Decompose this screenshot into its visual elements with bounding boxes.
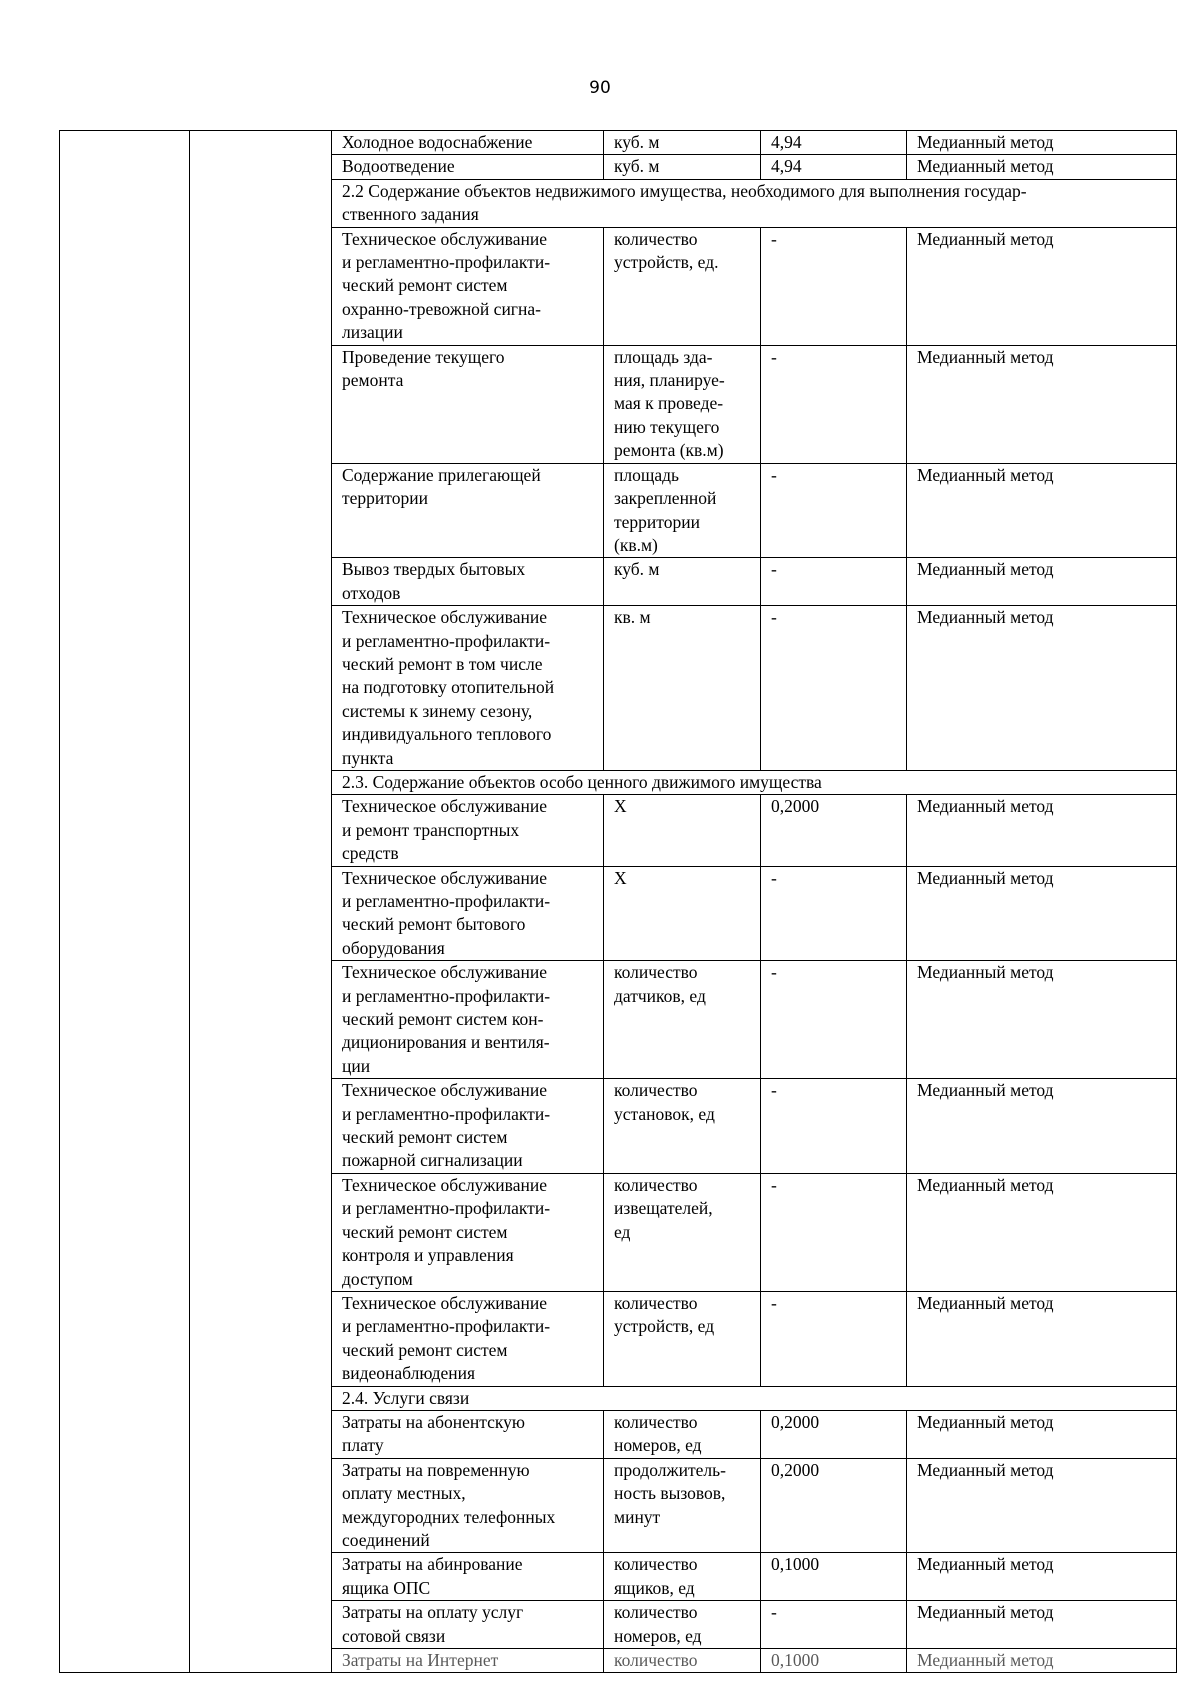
cost-table (59, 130, 1177, 1673)
cost-name-cell: Техническое обслуживание и регламентно-профилакти- ческий ремонт систем кон- диционирования и вентиля- ции (332, 961, 604, 1079)
method-cell: Медианный метод (907, 1649, 1177, 1673)
value-cell: - (761, 227, 907, 345)
value-cell: - (761, 961, 907, 1079)
unit-cell: площадь зда- ния, планируе- мая к проведе- нию текущего ремонта (кв.м) (604, 345, 761, 463)
method-cell: Медианный метод (907, 155, 1177, 179)
cost-name-cell: Водоотведение (332, 155, 604, 179)
unit-cell: продолжитель- ность вызовов, минут (604, 1458, 761, 1553)
unit-cell: количество установок, ед (604, 1079, 761, 1174)
method-cell: Медианный метод (907, 463, 1177, 558)
method-cell: Медианный метод (907, 866, 1177, 961)
method-cell: Медианный метод (907, 131, 1177, 155)
value-cell: - (761, 558, 907, 606)
unit-cell: Х (604, 866, 761, 961)
method-cell: Медианный метод (907, 1410, 1177, 1458)
value-cell: 4,94 (761, 131, 907, 155)
method-cell: Медианный метод (907, 1601, 1177, 1649)
method-cell: Медианный метод (907, 1173, 1177, 1291)
blank-column-1 (60, 131, 190, 1673)
method-cell: Медианный метод (907, 1291, 1177, 1386)
method-cell: Медианный метод (907, 345, 1177, 463)
cost-name-cell: Вывоз твердых бытовых отходов (332, 558, 604, 606)
cost-name-cell: Техническое обслуживание и регламентно-профилакти- ческий ремонт в том числе на подготовку отопительной системы к зинему сезону, индивидуального теплового пункта (332, 606, 604, 771)
method-cell: Медианный метод (907, 558, 1177, 606)
section-heading: 2.3. Содержание объектов особо ценного движимого имущества (332, 770, 1177, 794)
unit-cell: Х (604, 795, 761, 866)
value-cell: 0,1000 (761, 1649, 907, 1673)
method-cell: Медианный метод (907, 1079, 1177, 1174)
value-cell: - (761, 463, 907, 558)
value-cell: - (761, 345, 907, 463)
unit-cell: площадь закрепленной территории (кв.м) (604, 463, 761, 558)
method-cell: Медианный метод (907, 227, 1177, 345)
value-cell: 0,2000 (761, 1410, 907, 1458)
section-heading: 2.4. Услуги связи (332, 1386, 1177, 1410)
table-row (60, 131, 1177, 155)
blank-column-2 (190, 131, 332, 1673)
value-cell: 0,1000 (761, 1553, 907, 1601)
unit-cell: количество ящиков, ед (604, 1553, 761, 1601)
unit-cell: куб. м (604, 131, 761, 155)
unit-cell: количество устройств, ед (604, 1291, 761, 1386)
cost-name-cell: Техническое обслуживание и регламентно-профилакти- ческий ремонт систем видеонаблюдения (332, 1291, 604, 1386)
unit-cell: количество номеров, ед (604, 1601, 761, 1649)
method-cell: Медианный метод (907, 961, 1177, 1079)
value-cell: - (761, 606, 907, 771)
unit-cell: кв. м (604, 606, 761, 771)
cost-name-cell: Затраты на Интернет (332, 1649, 604, 1673)
method-cell: Медианный метод (907, 606, 1177, 771)
value-cell: - (761, 1079, 907, 1174)
method-cell: Медианный метод (907, 795, 1177, 866)
method-cell: Медианный метод (907, 1553, 1177, 1601)
unit-cell: количество номеров, ед (604, 1410, 761, 1458)
value-cell: - (761, 1601, 907, 1649)
cost-name-cell: Холодное водоснабжение (332, 131, 604, 155)
cost-name-cell: Затраты на оплату услуг сотовой связи (332, 1601, 604, 1649)
cost-name-cell: Техническое обслуживание и регламентно-профилакти- ческий ремонт систем пожарной сигнализации (332, 1079, 604, 1174)
cost-name-cell: Содержание прилегающей территории (332, 463, 604, 558)
unit-cell: куб. м (604, 558, 761, 606)
unit-cell: куб. м (604, 155, 761, 179)
value-cell: 0,2000 (761, 1458, 907, 1553)
unit-cell: количество (604, 1649, 761, 1673)
unit-cell: количество датчиков, ед (604, 961, 761, 1079)
cost-name-cell: Техническое обслуживание и регламентно-профилакти- ческий ремонт бытового оборудования (332, 866, 604, 961)
value-cell: 4,94 (761, 155, 907, 179)
cost-name-cell: Техническое обслуживание и регламентно-профилакти- ческий ремонт систем охранно-тревожной сигна- лизации (332, 227, 604, 345)
value-cell: - (761, 866, 907, 961)
cost-table-body (60, 131, 1177, 1673)
unit-cell: количество извещателей, ед (604, 1173, 761, 1291)
method-cell: Медианный метод (907, 1458, 1177, 1553)
value-cell: - (761, 1173, 907, 1291)
cost-name-cell: Затраты на абинрование ящика ОПС (332, 1553, 604, 1601)
cost-name-cell: Затраты на повременную оплату местных, междугородних телефонных соединений (332, 1458, 604, 1553)
cost-name-cell: Техническое обслуживание и регламентно-профилакти- ческий ремонт систем контроля и управления доступом (332, 1173, 604, 1291)
page-number: 90 (589, 78, 611, 98)
cost-name-cell: Затраты на абонентскую плату (332, 1410, 604, 1458)
section-heading: 2.2 Содержание объектов недвижимого имущества, необходимого для выполнения государ- ственного задания (332, 179, 1177, 227)
unit-cell: количество устройств, ед. (604, 227, 761, 345)
value-cell: - (761, 1291, 907, 1386)
cost-name-cell: Проведение текущего ремонта (332, 345, 604, 463)
cost-name-cell: Техническое обслуживание и ремонт транспортных средств (332, 795, 604, 866)
value-cell: 0,2000 (761, 795, 907, 866)
